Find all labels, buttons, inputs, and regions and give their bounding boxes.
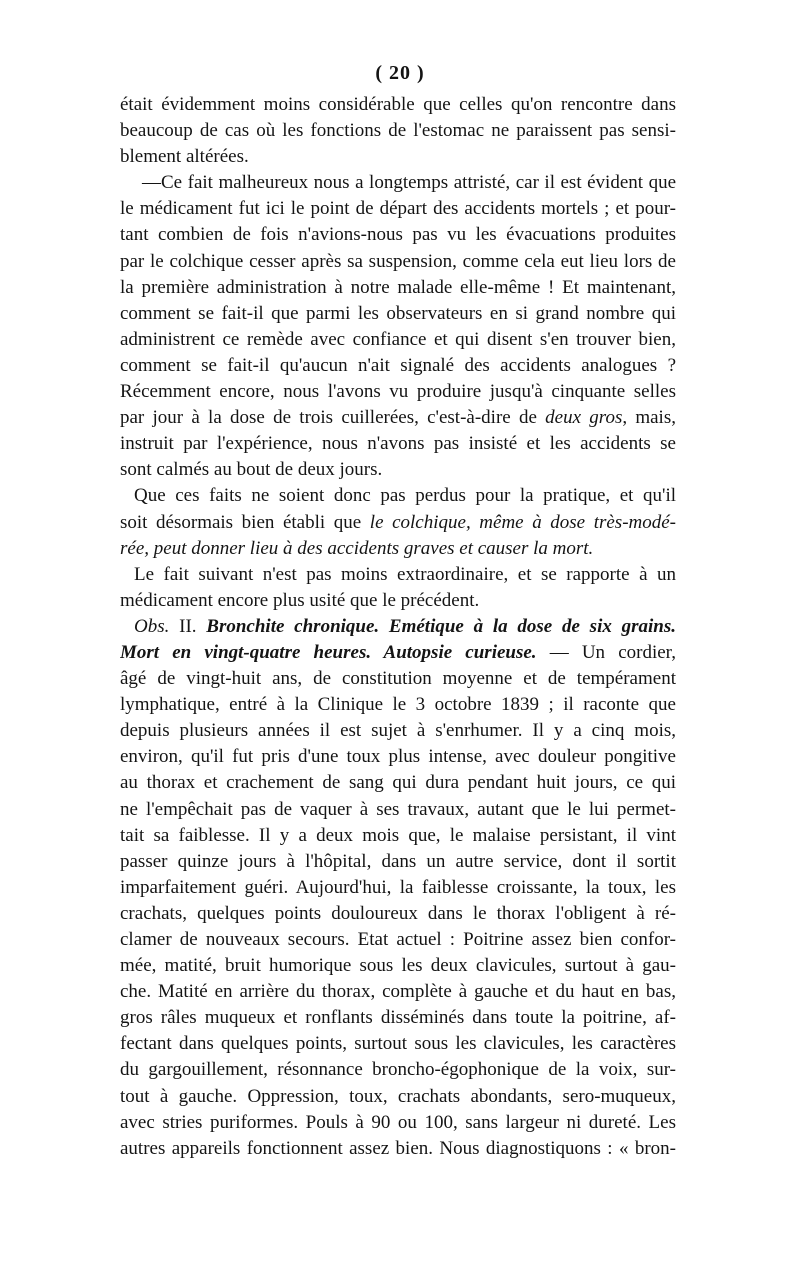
text-line — [120, 692, 676, 718]
text-line — [120, 327, 676, 353]
text-segment: tait sa faiblesse. Il y a deux mois que, le malaise persistant, il vint — [120, 824, 676, 846]
text-line — [120, 92, 676, 118]
text-segment: mée, matité, bruit humorique sous les deux clavicules, surtout à gau- — [120, 955, 676, 977]
text-line — [120, 797, 676, 823]
text-segment: , mais, — [622, 407, 676, 429]
text-segment: fectant dans quelques points, surtout sous les clavicules, les caractères — [120, 1033, 676, 1055]
text-line — [120, 457, 676, 483]
text-line — [120, 1031, 676, 1057]
text-segment: —Ce fait malheureux nous a longtemps attristé, car il est évident que — [142, 172, 676, 194]
text-line — [120, 536, 676, 562]
text-line — [120, 405, 676, 431]
text-segment: che. Matité en arrière du thorax, complète à gauche et du haut en bas, — [120, 981, 676, 1003]
text-segment: médicament encore plus usité que le précédent. — [120, 589, 480, 611]
text-segment: environ, qu'il fut pris d'une toux plus intense, avec douleur pongitive — [120, 746, 676, 768]
text-segment: crachats, quelques points douloureux dans le thorax l'obligent à ré- — [120, 902, 676, 924]
text-line — [120, 1005, 676, 1031]
text-segment: Mort en vingt-quatre heures. Autopsie curieuse. — [120, 641, 537, 663]
text-segment: par jour à la dose de trois cuillerées, c'est-à-dire de — [120, 407, 546, 429]
text-line — [120, 275, 676, 301]
text-line — [120, 562, 676, 588]
text-segment: comment se fait-il qu'aucun n'ait signalé des accidents analogues ? — [120, 354, 676, 376]
text-segment: le médicament fut ici le point de départ des accidents mortels ; et pour- — [120, 198, 676, 220]
text-segment: au thorax et crachement de sang qui dura pendant huit jours, ce qui — [120, 772, 676, 794]
text-line — [120, 875, 676, 901]
text-segment: Que ces faits ne soient donc pas perdus pour la pratique, et qu'il — [134, 485, 676, 507]
text-segment: deux gros — [545, 407, 623, 429]
text-segment: rée, peut donner lieu à des accidents graves et causer la mort. — [120, 537, 594, 559]
text-line — [120, 770, 676, 796]
text-line — [120, 614, 676, 640]
text-line — [120, 1084, 676, 1110]
text-segment: Récemment encore, nous l'avons vu produire jusqu'à cinquante selles — [120, 381, 676, 403]
text-segment: par le colchique cesser après sa suspension, comme cela eut lieu lors de — [120, 250, 676, 272]
text-line — [120, 901, 676, 927]
text-segment: le colchique, même à dose très-modé- — [369, 511, 676, 533]
body-text — [120, 92, 676, 1162]
text-line — [120, 431, 676, 457]
text-segment: comment se fait-il que parmi les observateurs en si grand nombre qui — [120, 302, 676, 324]
text-line — [120, 301, 676, 327]
text-line — [120, 1110, 676, 1136]
text-segment: était évidemment moins considérable que celles qu'on rencontre dans — [120, 94, 676, 115]
text-segment: sont calmés au bout de deux jours. — [120, 459, 383, 481]
text-line — [120, 823, 676, 849]
text-segment: soit désormais bien établi que — [120, 511, 370, 533]
text-line — [120, 718, 676, 744]
page-number: ( 20 ) — [375, 62, 425, 84]
text-segment: autres appareils fonctionnent assez bien. Nous diagnostiquons : « bron- — [120, 1137, 676, 1159]
text-segment: imparfaitement guéri. Aujourd'hui, la faiblesse croissante, la toux, les — [120, 876, 676, 898]
text-line — [120, 483, 676, 509]
text-line — [120, 953, 676, 979]
text-line — [120, 744, 676, 770]
text-line — [120, 1057, 676, 1083]
text-segment: du gargouillement, résonnance broncho-égophonique de la voix, sur- — [120, 1059, 676, 1081]
text-segment: beaucoup de cas où les fonctions de l'estomac ne paraissent pas sensi- — [120, 120, 676, 142]
text-line — [120, 379, 676, 405]
text-segment: Obs. — [134, 615, 180, 637]
text-segment: lymphatique, entré à la Clinique le 3 octobre 1839 ; il raconte que — [120, 694, 676, 716]
text-line — [120, 849, 676, 875]
text-segment: — Un cordier, — [536, 641, 676, 663]
text-segment: âgé de vingt-huit ans, de constitution moyenne et de tempérament — [120, 668, 676, 690]
text-segment: clamer de nouveaux secours. Etat actuel : Poitrine assez bien confor- — [120, 929, 676, 950]
text-segment: tant combien de fois n'avions-nous pas vu les évacuations produites — [120, 224, 676, 246]
text-segment: Le fait suivant n'est pas moins extraordinaire, et se rapporte à un — [134, 563, 676, 585]
text-line — [120, 666, 676, 692]
text-line — [120, 510, 676, 536]
text-line — [120, 170, 676, 196]
text-segment: blement altérées. — [120, 146, 249, 168]
text-segment: administrent ce remède avec confiance et qui disent s'en trouver bien, — [120, 328, 676, 350]
text-line — [120, 222, 676, 248]
text-line — [120, 1136, 676, 1162]
text-line — [120, 196, 676, 222]
text-segment: passer quinze jours à l'hôpital, dans un autre service, dont il sortit — [120, 850, 676, 872]
text-segment: II. — [179, 615, 207, 637]
text-line — [120, 144, 676, 170]
text-line — [120, 979, 676, 1005]
text-segment: depuis plusieurs années il est sujet à s'enrhumer. Il y a cinq mois, — [120, 720, 676, 742]
text-segment: tout à gauche. Oppression, toux, crachats abondants, sero-muqueux, — [120, 1085, 676, 1107]
text-segment: ne l'empêchait pas de vaquer à ses travaux, autant que le lui permet- — [120, 798, 676, 820]
text-segment: instruit par l'expérience, nous n'avons pas insisté et les accidents se — [120, 433, 676, 455]
text-line — [120, 118, 676, 144]
text-segment: la première administration à notre malade elle-même ! Et maintenant, — [120, 276, 676, 298]
text-line — [120, 249, 676, 275]
text-line — [120, 588, 676, 614]
text-segment: Bronchite chronique. Emétique à la dose de six grains. — [206, 615, 676, 637]
text-line — [120, 927, 676, 953]
text-segment: avec stries puriformes. Pouls à 90 ou 100, sans largeur ni dureté. Les — [120, 1111, 676, 1133]
text-line — [120, 353, 676, 379]
text-segment: gros râles muqueux et ronflants disséminés dans toute la poitrine, af- — [120, 1007, 676, 1029]
text-line — [120, 640, 676, 666]
